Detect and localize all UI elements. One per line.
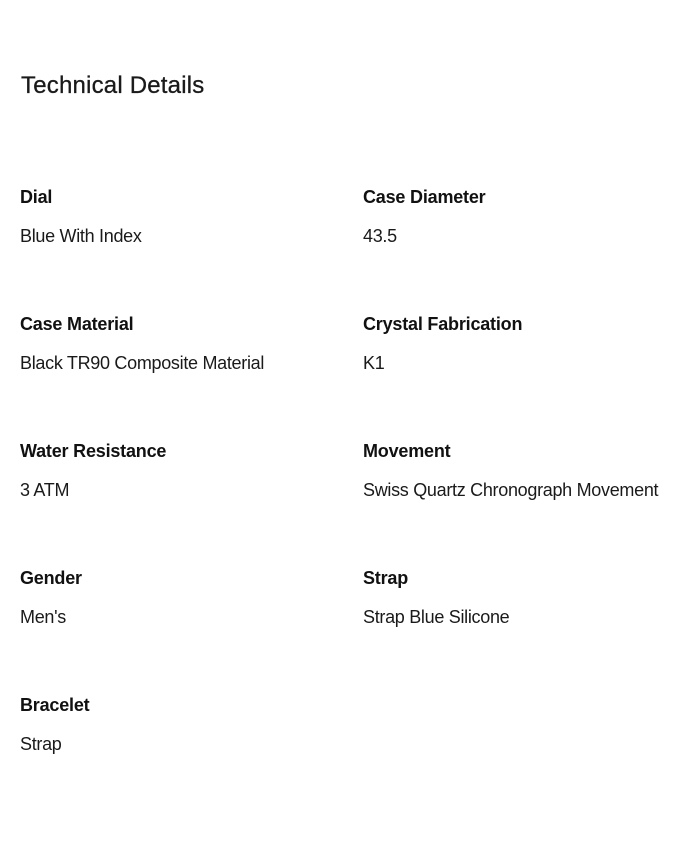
spec-label: Case Diameter	[363, 187, 486, 207]
spec-crystal-fabrication	[363, 311, 700, 438]
spec-label: Case Material	[20, 314, 134, 334]
spec-value: 3 ATM	[20, 480, 70, 500]
specs-row	[20, 438, 700, 565]
specs-row	[20, 565, 700, 692]
spec-strap	[363, 565, 700, 692]
spec-case-diameter	[363, 184, 700, 311]
specs-grid	[20, 184, 700, 819]
specs-row	[20, 184, 700, 311]
spec-movement	[363, 438, 700, 565]
spec-label: Crystal Fabrication	[363, 314, 523, 334]
spec-label: Movement	[363, 441, 451, 461]
spec-bracelet	[20, 692, 363, 819]
specs-row	[20, 692, 700, 819]
spec-value: Strap Blue Silicone	[363, 607, 510, 627]
spec-value: Blue With Index	[20, 226, 142, 246]
spec-label: Gender	[20, 568, 82, 588]
spec-label: Strap	[363, 568, 409, 588]
spec-value: 43.5	[363, 226, 397, 246]
spec-dial	[20, 184, 363, 311]
spec-label: Bracelet	[20, 695, 90, 715]
spec-label: Water Resistance	[20, 441, 167, 461]
spec-value: Strap	[20, 734, 62, 754]
spec-water-resistance	[20, 438, 363, 565]
spec-label: Dial	[20, 187, 53, 207]
spec-case-material	[20, 311, 363, 438]
spec-value: Black TR90 Composite Material	[20, 353, 265, 373]
spec-value: Swiss Quartz Chronograph Movement	[363, 480, 659, 500]
spec-value: Men's	[20, 607, 66, 627]
specs-row	[20, 311, 700, 438]
spec-value: K1	[363, 353, 385, 373]
spec-gender	[20, 565, 363, 692]
technical-details-title: Technical Details	[21, 72, 205, 99]
